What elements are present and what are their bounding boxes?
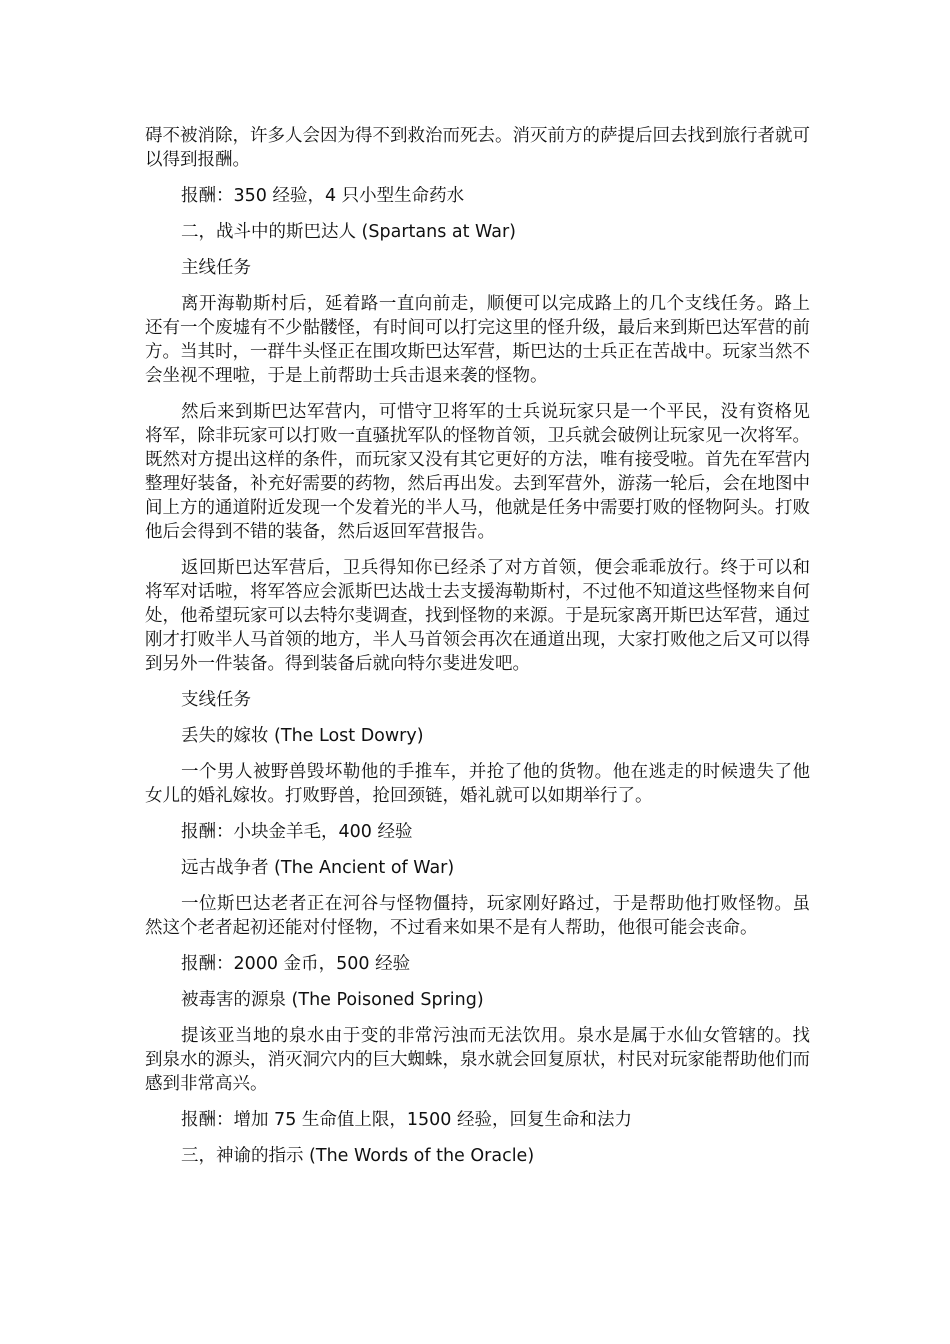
document-body xyxy=(145,124,810,1180)
paragraph: 一位斯巴达老者正在河谷与怪物僵持，玩家刚好路过，于是帮助他打败怪物。虽然这个老者起初还能对付怪物，不过看来如果不是有人帮助，他很可能会丧命。 xyxy=(145,894,810,938)
reward-line: 报酬：增加 75 生命值上限，1500 经验，回复生命和法力 xyxy=(181,1110,632,1130)
quest-title: 丢失的嫁妆 (The Lost Dowry) xyxy=(181,726,424,746)
section-heading-side-quests: 支线任务 xyxy=(181,690,251,710)
chapter-heading: 三，神谕的指示 (The Words of the Oracle) xyxy=(181,1146,535,1166)
quest-title: 远古战争者 (The Ancient of War) xyxy=(181,858,455,878)
chapter-heading: 二，战斗中的斯巴达人 (Spartans at War) xyxy=(181,222,516,242)
paragraph: 离开海勒斯村后，延着路一直向前走，顺便可以完成路上的几个支线任务。路上还有一个废墟有不少骷髅怪，有时间可以打完这里的怪升级，最后来到斯巴达军营的前方。当其时，一群牛头怪正在围攻斯巴达军营，斯巴达的士兵正在苦战中。玩家当然不会坐视不理啦，于是上前帮助士兵击退来袭的怪物。 xyxy=(145,294,810,386)
paragraph: 返回斯巴达军营后，卫兵得知你已经杀了对方首领，便会乖乖放行。终于可以和将军对话啦，将军答应会派斯巴达战士去支援海勒斯村，不过他不知道这些怪物来自何处，他希望玩家可以去特尔斐调查，找到怪物的来源。于是玩家离开斯巴达军营，通过刚才打败半人马首领的地方，半人马首领会再次在通道出现，大家打败他之后又可以得到另外一件装备。得到装备后就向特尔斐进发吧。 xyxy=(145,558,810,674)
paragraph: 提该亚当地的泉水由于变的非常污浊而无法饮用。泉水是属于水仙女管辖的。找到泉水的源头，消灭洞穴内的巨大蜘蛛，泉水就会回复原状，村民对玩家能帮助他们而感到非常高兴。 xyxy=(145,1026,810,1094)
reward-line: 报酬：350 经验，4 只小型生命药水 xyxy=(181,186,465,206)
paragraph: 然后来到斯巴达军营内，可惜守卫将军的士兵说玩家只是一个平民，没有资格见将军，除非玩家可以打败一直骚扰军队的怪物首领，卫兵就会破例让玩家见一次将军。既然对方提出这样的条件，而玩家又没有其它更好的方法，唯有接受啦。首先在军营内整理好装备，补充好需要的药物，然后再出发。去到军营外，游荡一轮后，会在地图中间上方的通道附近发现一个发着光的半人马，他就是任务中需要打败的怪物阿头。打败他后会得到不错的装备，然后返回军营报告。 xyxy=(145,402,810,542)
paragraph-continuation: 碍不被消除，许多人会因为得不到救治而死去。消灭前方的萨提后回去找到旅行者就可以得到报酬。 xyxy=(145,126,810,170)
section-heading-main-quest: 主线任务 xyxy=(181,258,251,278)
reward-line: 报酬：2000 金币，500 经验 xyxy=(181,954,411,974)
reward-line: 报酬：小块金羊毛，400 经验 xyxy=(181,822,413,842)
quest-title: 被毒害的源泉 (The Poisoned Spring) xyxy=(181,990,484,1010)
paragraph: 一个男人被野兽毁坏勒他的手推车，并抢了他的货物。他在逃走的时候遗失了他女儿的婚礼嫁妆。打败野兽，抢回颈链，婚礼就可以如期举行了。 xyxy=(145,762,810,806)
